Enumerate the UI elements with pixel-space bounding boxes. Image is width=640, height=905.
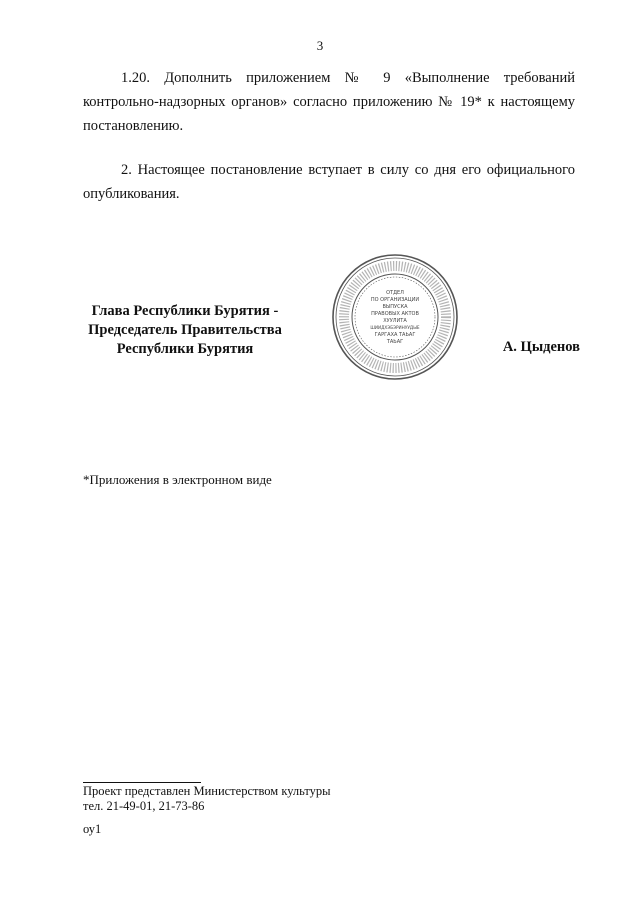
signatory-title-line-1: Глава Республики Бурятия - [91,303,279,319]
seal-text-2: ПО ОРГАНИЗАЦИИ [370,297,420,303]
footer-info [83,784,331,814]
seal-text-8: ТАЬАГ [386,339,404,345]
seal-text-7: ГАРГАХА ТАЬАГ [374,332,416,338]
signatory-title [70,302,300,359]
footer-phone: тел. 21-49-01, 21-73-86 [83,799,205,813]
page-number: 3 [316,38,324,53]
seal-text-5: ХУУЛИТА [383,318,407,324]
signatory-name: А. Цыденов [502,339,580,355]
footer-code: оу1 [83,822,102,836]
footer-divider [83,782,201,783]
official-seal-stamp [330,252,460,382]
footer-presented-by: Проект представлен Министерством культуры [83,784,331,798]
signatory-title-line-2: Председатель Правительства [88,322,282,338]
seal-text-6: ШИИДХЭБЭРИНУУДЫЕ [370,325,420,330]
seal-text-3: ВЫПУСКА [382,304,408,310]
seal-text-1: ОТДЕЛ [386,290,404,296]
paragraph-1-20: 1.20. Дополнить приложением № 9 «Выполнение требований контрольно-надзорных органов» согласно приложению № 19* к настоящему постановлению. [83,70,575,134]
seal-text-4: ПРАВОВЫХ АКТОВ [371,311,419,317]
appendix-note: *Приложения в электронном виде [83,472,272,487]
paragraph-2: 2. Настоящее постановление вступает в силу со дня его официального опубликования. [83,162,575,202]
signatory-title-line-3: Республики Бурятия [116,341,254,357]
